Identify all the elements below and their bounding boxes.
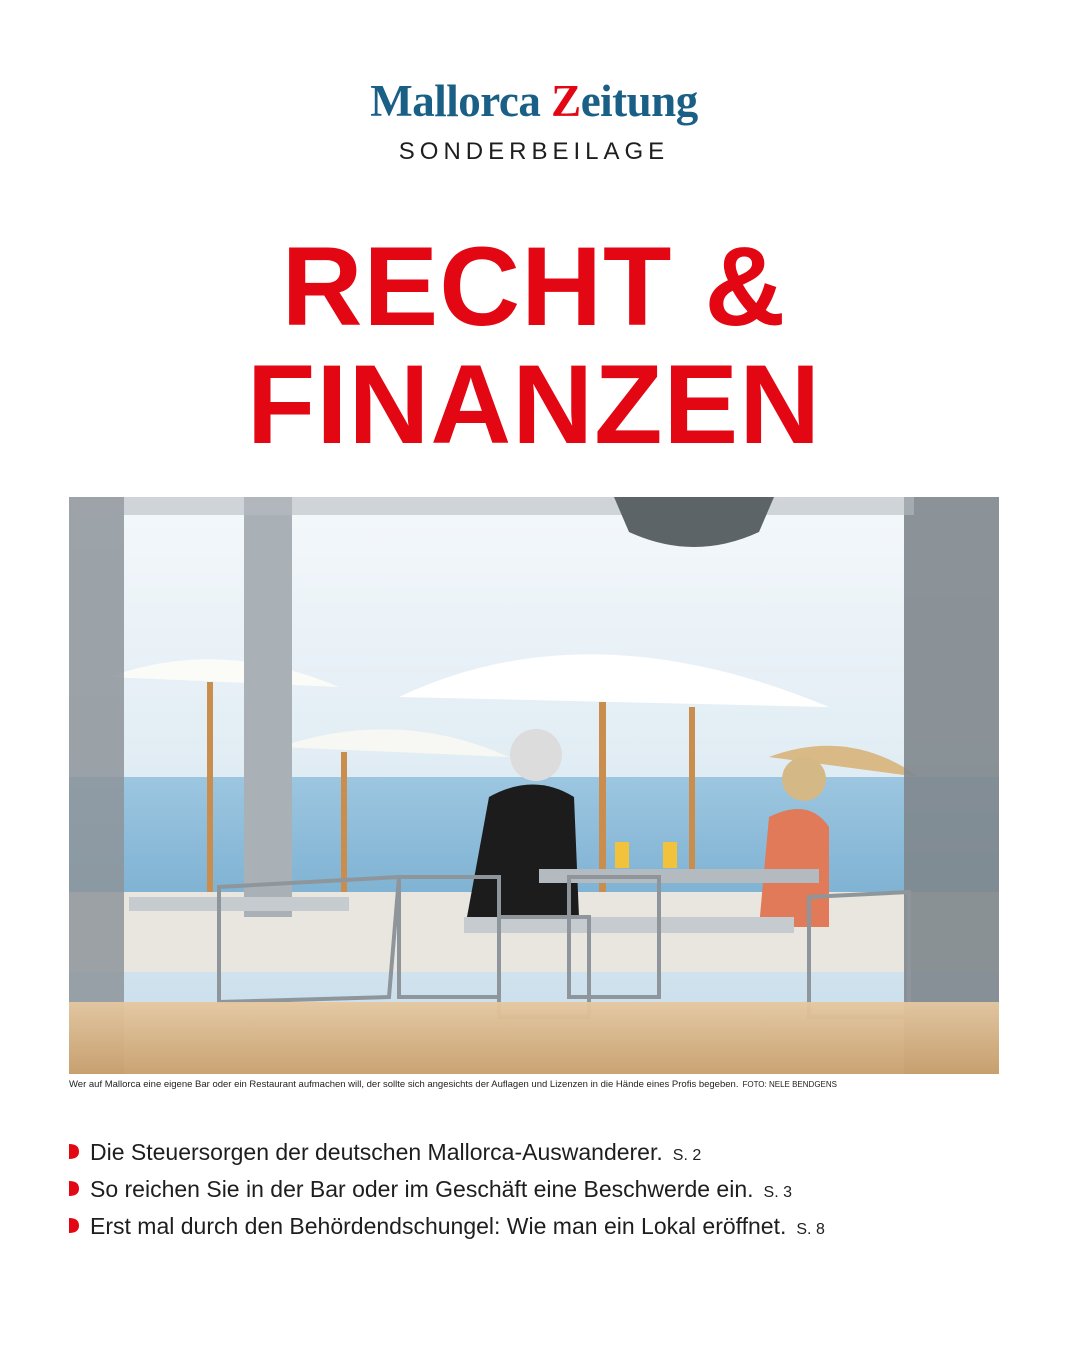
red-half-circle-bullet-icon xyxy=(69,1218,79,1233)
teaser-text: So reichen Sie in der Bar oder im Geschäft eine Beschwerde ein. xyxy=(90,1176,754,1202)
headline-line-2: FINANZEN xyxy=(246,342,822,467)
photo-caption xyxy=(69,1079,999,1091)
teaser-page-ref: S. 2 xyxy=(672,1147,702,1164)
photo-credit: FOTO: NELE BENDGENS xyxy=(742,1080,837,1089)
logo-text-part2: eitung xyxy=(580,76,698,126)
teaser-page-ref: S. 3 xyxy=(763,1184,792,1201)
teaser-page-ref: S. 8 xyxy=(796,1221,825,1238)
headline-line-1: RECHT & xyxy=(281,224,787,349)
red-half-circle-bullet-icon xyxy=(69,1144,79,1159)
teaser-item[interactable] xyxy=(69,1134,999,1171)
teaser-item[interactable] xyxy=(69,1208,999,1245)
beach-bar-photo-illustration xyxy=(69,497,999,1074)
cover-photo xyxy=(69,497,999,1074)
mallorca-zeitung-logo xyxy=(0,76,1068,126)
caption-text: Wer auf Mallorca eine eigene Bar oder ein Restaurant aufmachen will, der sollte sich angesichts der Auflagen und Lizenzen in die Hände eines Profis begeben. xyxy=(69,1079,739,1090)
teaser-text: Erst mal durch den Behördendschungel: Wie man ein Lokal eröffnet. xyxy=(90,1213,787,1239)
teaser-item[interactable] xyxy=(69,1171,999,1208)
section-subtitle: SONDERBEILAGE xyxy=(398,138,670,165)
red-half-circle-bullet-icon xyxy=(69,1181,79,1196)
logo-text-z: Z xyxy=(551,76,581,126)
teaser-list xyxy=(69,1134,999,1245)
teaser-text: Die Steuersorgen der deutschen Mallorca-Auswanderer. xyxy=(90,1139,663,1165)
masthead xyxy=(0,76,1068,166)
logo-text-part1: Mallorca xyxy=(370,76,552,126)
page-headline xyxy=(0,224,1068,467)
